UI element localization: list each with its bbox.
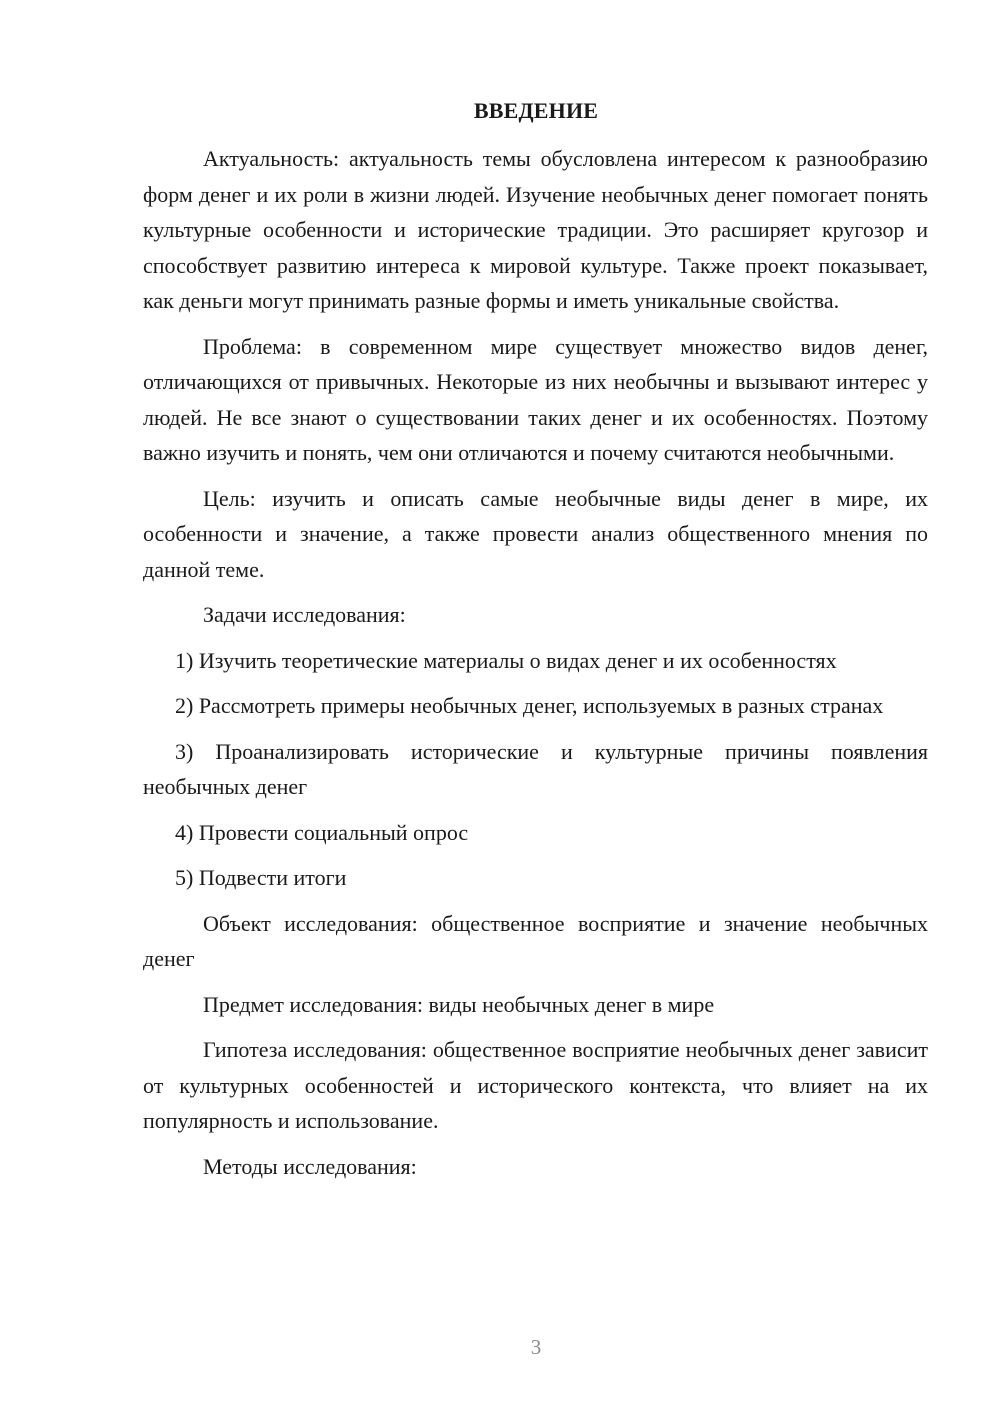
task-item-3: 3) Проанализировать исторические и культурные причины появления необычных денег [143, 738, 928, 799]
page-number: 3 [530, 1335, 542, 1359]
paragraph-problem: Проблема: в современном мире существует множество видов денег, отличающихся от привычных. Некоторые из них необычны и вызывают интерес у людей. Не все знают о существовании таких денег и их особенностях. Поэтому важно изучить и понять, чем они отличаются и почему считаются необычными. [143, 333, 928, 465]
task-item-2: 2) Рассмотреть примеры необычных денег, используемых в разных странах [175, 693, 884, 718]
task-item-5: 5) Подвести итоги [175, 865, 347, 890]
task-item-1: 1) Изучить теоретические материалы о видах денег и их особенностях [175, 647, 837, 673]
paragraph-relevance: Актуальность: актуальность темы обусловлена интересом к разнообразию форм денег и их роли в жизни людей. Изучение необычных денег помогает понять культурные особенности и исторические традиции. Это расширяет кругозор и способствует развитию интереса к мировой культуре. Также проект показывает, как деньги могут принимать разные формы и иметь уникальные свойства. [143, 146, 928, 313]
page-title: ВВЕДЕНИЕ [473, 98, 599, 123]
paragraph-object: Объект исследования: общественное восприятие и значение необычных денег [143, 910, 928, 971]
paragraph-goal: Цель: изучить и описать самые необычные виды денег в мире, их особенности и значение, а также провести анализ общественного мнения по данной теме. [143, 485, 928, 582]
paragraph-subject: Предмет исследования: виды необычных денег в мире [203, 991, 715, 1017]
document-body [143, 141, 928, 1194]
paragraph-hypothesis: Гипотеза исследования: общественное восприятие необычных денег зависит от культурных особенностей и исторического контекста, что влияет на их популярность и использование. [143, 1037, 928, 1133]
task-item-4: 4) Провести социальный опрос [175, 819, 469, 845]
tasks-heading: Задачи исследования: [203, 602, 406, 627]
methods-heading: Методы исследования: [203, 1153, 417, 1179]
